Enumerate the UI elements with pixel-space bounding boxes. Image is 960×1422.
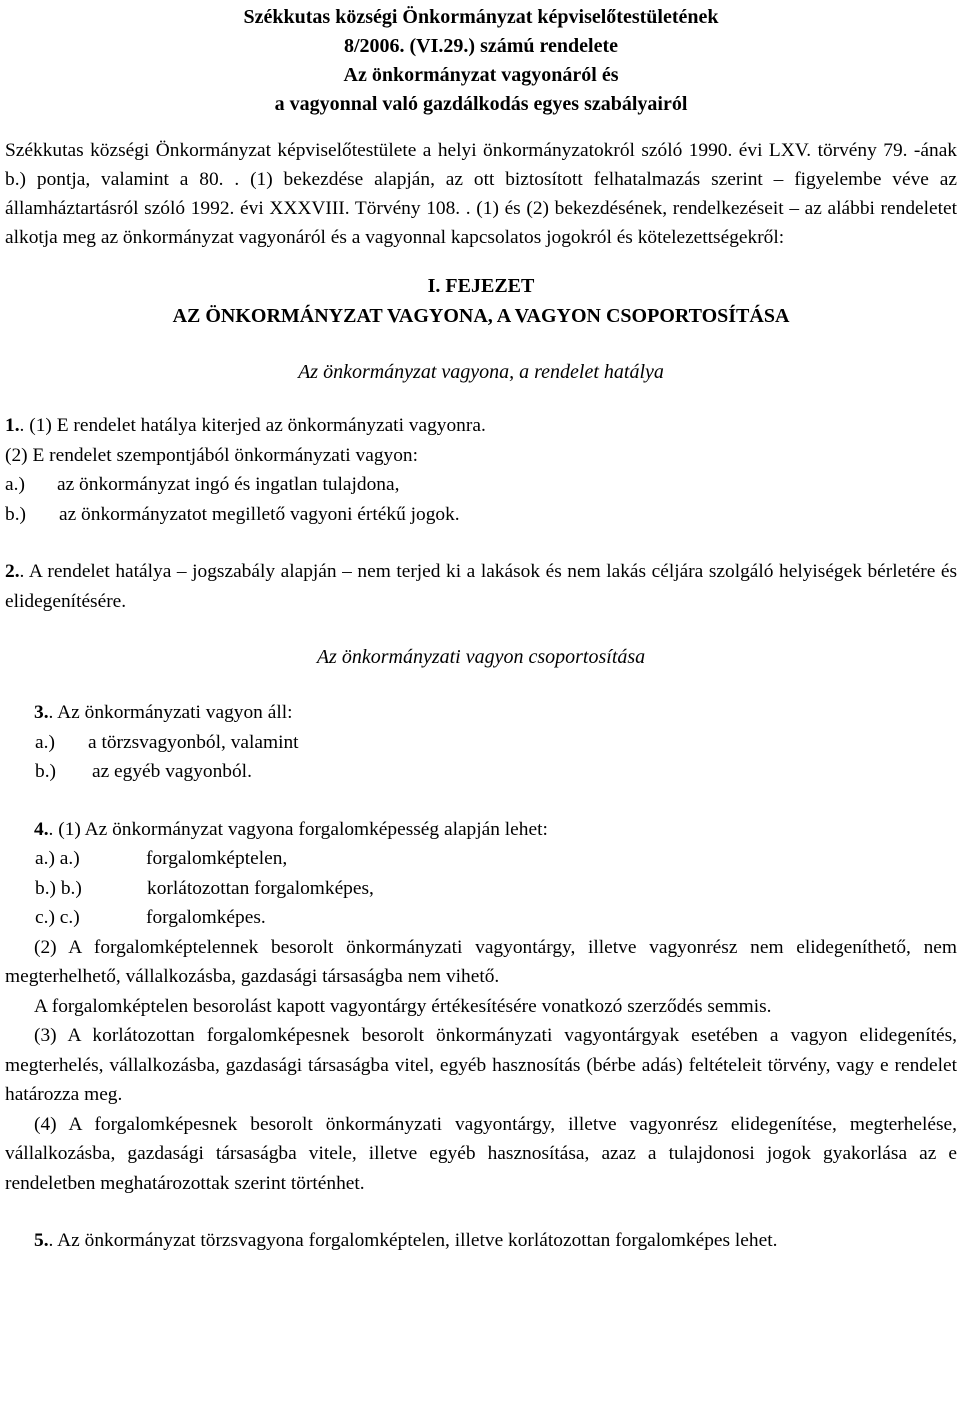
section-4-number: 4. xyxy=(34,818,49,840)
section-4-para-3: (3) A korlátozottan forgalomképesnek besorolt önkormányzati vagyontárgyak esetében a vagyon elidegenítés, megterhelés, vállalkozásba, gazdasági társaságba vitel, egyéb hasznosítás (bérbe adás) feltételeit törvény, vagy e rendelet határozza meg. xyxy=(5,1025,957,1105)
section-3 xyxy=(5,698,957,728)
item-label: c.) c.) xyxy=(35,907,80,928)
section-subheading-2: Az önkormányzati vagyon csoportosítása xyxy=(316,646,646,668)
section-1-text: . (1) E rendelet hatálya kiterjed az önkormányzati vagyonra. xyxy=(19,415,486,436)
item-text: forgalomképtelen, xyxy=(146,848,288,869)
title-line-3: Az önkormányzat vagyonáról és xyxy=(343,64,619,86)
section-1-para-2: (2) E rendelet szempontjából önkormányzati vagyon: xyxy=(5,444,418,466)
section-1-number: 1. xyxy=(5,415,20,436)
item-text: az önkormányzat ingó és ingatlan tulajdona, xyxy=(57,474,400,495)
section-2 xyxy=(5,557,957,616)
section-3-item-b xyxy=(5,757,957,787)
item-text: a törzsvagyonból, valamint xyxy=(88,731,299,753)
section-4-text: . (1) Az önkormányzat vagyona forgalomképesség alapján lehet: xyxy=(48,818,548,840)
section-4-para-2: (2) A forgalomképtelennek besorolt önkormányzati vagyontárgy, illetve vagyonrész nem elidegeníthető, nem megterhelhető, vállalkozásba, gazdasági társaságba nem vihető. xyxy=(5,936,957,987)
item-label: a.) xyxy=(5,474,25,495)
item-text: forgalomképes. xyxy=(146,907,266,928)
item-text: az egyéb vagyonból. xyxy=(92,761,252,782)
section-1-item-b xyxy=(5,500,957,530)
section-4-item-b xyxy=(5,874,957,904)
chapter-number: I. FEJEZET xyxy=(427,275,535,297)
section-4-para-4: (4) A forgalomképesnek besorolt önkormányzati vagyontárgy, illetve vagyonrész elidegenítése, megterhelése, vállalkozásba, gazdasági társaságba vitele, illetve egyéb hasznosítása, azaz a tulajdonosi jogok gyakorlása az e rendeletben meghatározottak szerint történhet. xyxy=(5,1113,957,1194)
section-3-item-a xyxy=(5,728,957,758)
title-line-1: Székkutas községi Önkormányzat képviselőtestületének xyxy=(243,6,719,28)
chapter-title: AZ ÖNKORMÁNYZAT VAGYONA, A VAGYON CSOPORTOSÍTÁSA xyxy=(172,305,790,327)
section-5 xyxy=(5,1226,957,1256)
section-2-text: . A rendelet hatálya – jogszabály alapján – nem terjed ki a lakások és nem lakás céljára szolgáló helyiségek bérletére és elidegenítésére. xyxy=(5,561,957,612)
section-3-text: . Az önkormányzati vagyon áll: xyxy=(48,702,293,723)
item-label: a.) a.) xyxy=(35,848,80,869)
section-1 xyxy=(5,411,957,441)
item-text: korlátozottan forgalomképes, xyxy=(147,877,374,899)
title-line-2: 8/2006. (VI.29.) számú rendelete xyxy=(343,35,619,57)
item-label: b.) b.) xyxy=(35,877,82,899)
document-title xyxy=(5,3,957,119)
section-4-para-2b: A forgalomképtelen besorolást kapott vagyontárgy értékesítésére vonatkozó szerződés semmis. xyxy=(34,995,772,1017)
item-text: az önkormányzatot megillető vagyoni értékű jogok. xyxy=(59,503,460,525)
section-3-number: 3. xyxy=(34,702,49,723)
section-5-text: . Az önkormányzat törzsvagyona forgalomképtelen, illetve korlátozottan forgalomképes lehet. xyxy=(48,1230,778,1251)
section-4 xyxy=(5,815,957,845)
section-subheading-1: Az önkormányzat vagyona, a rendelet hatálya xyxy=(298,361,664,383)
section-5-number: 5. xyxy=(34,1230,49,1251)
section-4-item-a xyxy=(5,844,957,874)
item-label: a.) xyxy=(35,731,55,753)
preamble: Székkutas községi Önkormányzat képviselőtestülete a helyi önkormányzatokról szóló 1990. évi LXV. törvény 79. -ának b.) pontja, valamint a 80. . (1) bekezdése alapján, az ott biztosított felhatalmazás szerint – figyelembe véve az államháztartásról szóló 1992. évi XXXVIII. Törvény 108. . (1) és (2) bekezdésének, rendelkezéseit – az alábbi rendeletet alkotja meg az önkormányzat vagyonáról és a vagyonnal kapcsolatos jogokról és kötelezettségekről: xyxy=(5,140,957,248)
section-4-item-c xyxy=(5,903,957,933)
item-label: b.) xyxy=(35,761,57,782)
title-line-4: a vagyonnal való gazdálkodás egyes szabályairól xyxy=(274,93,688,115)
section-1-item-a xyxy=(5,470,957,500)
document-page xyxy=(5,3,957,1256)
section-2-number: 2. xyxy=(5,561,20,582)
item-label: b.) xyxy=(5,503,27,525)
